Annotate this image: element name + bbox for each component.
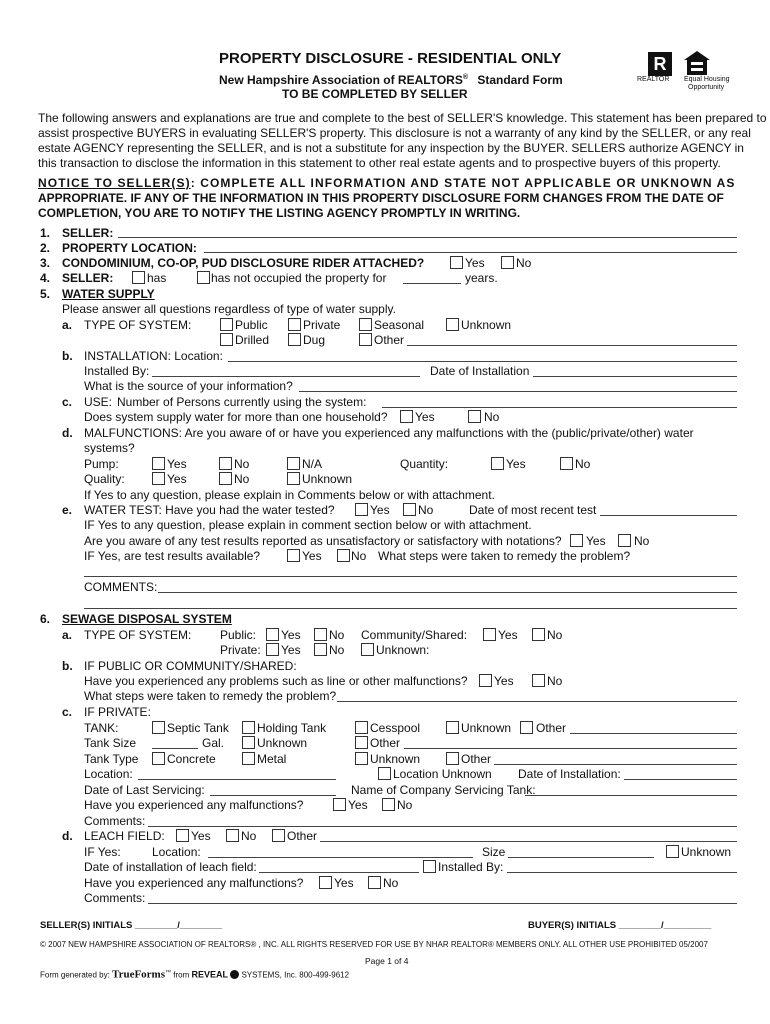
sewage-b-label: b.	[62, 659, 73, 673]
water-other-field[interactable]	[407, 345, 737, 346]
realtor-logo-letter: R	[653, 54, 667, 74]
tank-size-unknown-checkbox[interactable]	[242, 736, 255, 749]
water-test-label: WATER TEST: Have you had the water tested?	[84, 503, 335, 517]
sewage-public-yes-label: Yes	[281, 628, 301, 642]
explain-note: If Yes to any question, please explain in Comments below or with attachment.	[84, 488, 495, 502]
seller-occupancy-label: SELLER:	[62, 271, 114, 285]
water-drilled-checkbox[interactable]	[220, 333, 233, 346]
leach-other-checkbox[interactable]	[272, 829, 285, 842]
notice-label: NOTICE TO SELLER(S)	[38, 176, 191, 190]
date-of-installation-label: Date of Installation	[430, 364, 530, 378]
tank-size-label: Tank Size	[84, 736, 137, 750]
concrete-label: Concrete	[167, 752, 216, 766]
generated-label: Form generated by:	[40, 970, 110, 980]
results-no-label: No	[351, 549, 367, 563]
quality-unknown-label: Unknown	[302, 472, 353, 486]
leach-no-checkbox[interactable]	[226, 829, 239, 842]
installed-by-field[interactable]	[152, 376, 420, 377]
water-test-yes-label: Yes	[370, 503, 390, 517]
remedy-steps-field[interactable]	[84, 576, 737, 577]
leach-other-label: Other	[287, 829, 318, 843]
eho-label-2: Opportunity	[688, 84, 725, 91]
water-b-label: b.	[62, 349, 73, 363]
leach-unknown-checkbox[interactable]	[666, 845, 679, 858]
water-supply-heading: WATER SUPPLY	[62, 287, 155, 301]
water-dug-checkbox[interactable]	[288, 333, 301, 346]
tank-location-label: Location:	[84, 767, 133, 781]
tank-malf-no-checkbox[interactable]	[382, 798, 395, 811]
tank-location-field[interactable]	[138, 779, 336, 780]
condo-rider-label: CONDOMINIUM, CO-OP, PUD DISCLOSURE RIDER ATTACHED?	[62, 256, 425, 270]
sewage-public-no-label: No	[329, 628, 345, 642]
systems-label: systems?	[84, 441, 135, 455]
water-dug-label: Dug	[303, 333, 326, 347]
persons-label: Number of Persons currently using the system:	[117, 395, 367, 409]
installation-location-field[interactable]	[228, 361, 737, 362]
page-number: Page 1 of 4	[365, 956, 409, 966]
pump-na-checkbox[interactable]	[287, 457, 300, 470]
property-location-field[interactable]	[204, 252, 737, 253]
subtitle-org: New Hampshire Association of REALTORS	[219, 73, 463, 87]
tank-size-other-checkbox[interactable]	[355, 736, 368, 749]
condo-yes-label: Yes	[465, 256, 485, 270]
sewage-problems-no-label: No	[547, 674, 563, 688]
leach-comments-label: Comments:	[84, 891, 146, 905]
condo-no-checkbox[interactable]	[501, 256, 514, 269]
quality-no-label: No	[234, 472, 250, 486]
supply-more-label: Does system supply water for more than one household?	[84, 410, 388, 424]
explain-note-2: IF Yes to any question, please explain in comment section below or with attachment.	[84, 518, 532, 532]
water-instructions: Please answer all questions regardless of type of water supply.	[62, 302, 396, 316]
results-yes-checkbox[interactable]	[287, 549, 300, 562]
tank-size-field[interactable]	[152, 748, 198, 749]
sewage-problems-label: Have you experienced any problems such as line or other malfunctions?	[84, 674, 468, 688]
tank-other-label: Other	[536, 721, 567, 735]
realtor-label: REALTOR	[637, 76, 670, 83]
water-test-yes-checkbox[interactable]	[355, 503, 368, 516]
leach-location-field[interactable]	[208, 857, 473, 858]
tank-size-other-label: Other	[370, 736, 401, 750]
concrete-checkbox[interactable]	[152, 752, 165, 765]
has-checkbox[interactable]	[132, 271, 145, 284]
pump-yes-checkbox[interactable]	[152, 457, 165, 470]
supply-more-yes-checkbox[interactable]	[400, 410, 413, 423]
tank-date-install-field[interactable]	[624, 779, 737, 780]
water-seasonal-checkbox[interactable]	[359, 318, 372, 331]
tank-type-unknown-label: Unknown	[370, 752, 421, 766]
water-comments-label: COMMENTS:	[84, 580, 158, 594]
tank-malf-yes-checkbox[interactable]	[333, 798, 346, 811]
leach-unknown-label: Unknown	[681, 845, 732, 859]
cesspool-label: Cesspool	[370, 721, 421, 735]
tank-malf-no-label: No	[397, 798, 413, 812]
water-other-checkbox[interactable]	[359, 333, 372, 346]
holding-tank-checkbox[interactable]	[242, 721, 255, 734]
leach-yes-label: Yes	[191, 829, 211, 843]
water-comments-field-2[interactable]	[84, 608, 737, 609]
item-number-2: 2.	[40, 241, 51, 255]
water-d-label: d.	[62, 426, 73, 440]
has-not-checkbox[interactable]	[197, 271, 210, 284]
intro-line-4: this transaction to disclose the information in this statement to other real estate agents and to prospective buyers of this property.	[38, 156, 721, 170]
test-aware-yes-label: Yes	[586, 534, 606, 548]
test-aware-yes-checkbox[interactable]	[570, 534, 583, 547]
remedy-steps-label: What steps were taken to remedy the problem?	[378, 549, 631, 563]
trueforms-logo: TrueForms	[112, 968, 165, 981]
test-aware-no-checkbox[interactable]	[618, 534, 631, 547]
sewage-private-yes-checkbox[interactable]	[266, 643, 279, 656]
pump-no-checkbox[interactable]	[219, 457, 232, 470]
sewage-steps-field[interactable]	[337, 701, 737, 702]
equal-housing-icon	[683, 50, 711, 76]
malfunctions-label: MALFUNCTIONS: Are you aware of or have you experienced any malfunctions with the (public/private/other) water	[84, 426, 694, 440]
supply-more-no-checkbox[interactable]	[468, 410, 481, 423]
copyright-line: © 2007 NEW HAMPSHIRE ASSOCIATION OF REALTORS® , INC. ALL RIGHTS RESERVED FOR USE BY NHAR REALTOR® MEMBERS ONLY. ALL OTHER USE PROHIBITED 05/2007	[40, 940, 708, 949]
tank-type-other-field[interactable]	[494, 764, 737, 765]
last-servicing-label: Date of Last Servicing:	[84, 783, 205, 797]
pump-yes-label: Yes	[167, 457, 187, 471]
water-unknown-label: Unknown	[461, 318, 512, 332]
water-type-label: TYPE OF SYSTEM:	[84, 318, 192, 332]
results-no-checkbox[interactable]	[337, 549, 350, 562]
intro-line-3: estate AGENCY representing the SELLER, and is not a substitute for any inspection by the BUYER. SELLERS authorize AGENCY in	[38, 141, 744, 155]
last-servicing-field[interactable]	[210, 795, 336, 796]
sewage-problems-yes-checkbox[interactable]	[479, 674, 492, 687]
test-aware-no-label: No	[634, 534, 650, 548]
notice-line-2: APPROPRIATE. IF ANY OF THE INFORMATION IN THIS PROPERTY DISCLOSURE FORM CHANGES FROM THE DATE OF	[38, 191, 724, 205]
sewage-private-label: Private:	[220, 643, 261, 657]
leach-no-label: No	[241, 829, 257, 843]
tank-type-label: Tank Type	[84, 752, 139, 766]
recent-test-label: Date of most recent test	[469, 503, 597, 517]
leach-malf-yes-label: Yes	[334, 876, 354, 890]
item-number-3: 3.	[40, 256, 51, 270]
sewage-private-yes-label: Yes	[281, 643, 301, 657]
sewage-private-no-checkbox[interactable]	[314, 643, 327, 656]
seller-initials[interactable]: SELLER(S) INITIALS ________/________	[40, 920, 223, 931]
leach-field-label: LEACH FIELD:	[84, 829, 165, 843]
location-unknown-checkbox[interactable]	[378, 767, 391, 780]
seller-field[interactable]	[118, 237, 737, 238]
notice-line-3: COMPLETION, YOU ARE TO NOTIFY THE LISTING AGENCY PROMPTLY IN WRITING.	[38, 206, 521, 220]
leach-location-label: Location:	[152, 845, 201, 859]
sewage-problems-yes-label: Yes	[494, 674, 514, 688]
subtitle-reg: ®	[462, 74, 468, 81]
item-number-6: 6.	[40, 612, 51, 626]
water-c-label: c.	[62, 395, 73, 409]
systems-label: SYSTEMS, Inc. 800-499-9612	[241, 970, 350, 980]
water-a-label: a.	[62, 318, 73, 332]
eho-label: Equal Housing	[684, 76, 730, 83]
leach-malf-no-label: No	[383, 876, 399, 890]
leach-installed-by-label: Installed By:	[438, 860, 504, 874]
pump-label: Pump:	[84, 457, 119, 471]
water-comments-field[interactable]	[158, 592, 737, 593]
date-of-installation-field[interactable]	[533, 376, 737, 377]
community-shared-label: Community/Shared:	[361, 628, 468, 642]
water-e-label: e.	[62, 503, 73, 517]
water-private-label: Private	[303, 318, 341, 332]
notice-line-1-tail: : COMPLETE ALL INFORMATION AND STATE NOT APPLICABLE OR UNKNOWN AS	[190, 176, 736, 190]
septic-tank-checkbox[interactable]	[152, 721, 165, 734]
cesspool-checkbox[interactable]	[355, 721, 368, 734]
leach-other-field[interactable]	[320, 841, 737, 842]
intro-line-2: assist prospective BUYERS in evaluating SELLER'S property. This disclosure is not a warranty of any kind by the SELLER, or any real	[38, 126, 751, 140]
leach-date-field[interactable]	[259, 872, 419, 873]
sewage-d-label: d.	[62, 829, 73, 843]
page-title: PROPERTY DISCLOSURE - RESIDENTIAL ONLY	[219, 50, 562, 67]
water-private-checkbox[interactable]	[288, 318, 301, 331]
holding-tank-label: Holding Tank	[257, 721, 327, 735]
if-private-label: IF PRIVATE:	[84, 705, 151, 719]
water-unknown-checkbox[interactable]	[446, 318, 459, 331]
item-number-1: 1.	[40, 226, 51, 240]
sewage-type-label: TYPE OF SYSTEM:	[84, 628, 192, 642]
quality-yes-checkbox[interactable]	[152, 472, 165, 485]
reveal-icon	[230, 970, 239, 979]
tank-type-other-label: Other	[461, 752, 492, 766]
item-number-4: 4.	[40, 271, 51, 285]
tank-unknown-label: Unknown	[461, 721, 512, 735]
tank-other-field[interactable]	[570, 733, 737, 734]
seller-label: SELLER:	[62, 226, 114, 240]
supply-more-no-label: No	[484, 410, 500, 424]
realtor-logo	[648, 52, 672, 76]
quantity-yes-checkbox[interactable]	[491, 457, 504, 470]
leach-comments-field[interactable]	[148, 903, 737, 904]
installation-location-label: INSTALLATION: Location:	[84, 349, 223, 363]
sewage-public-no-checkbox[interactable]	[314, 628, 327, 641]
water-test-no-checkbox[interactable]	[403, 503, 416, 516]
quality-no-checkbox[interactable]	[219, 472, 232, 485]
info-source-label: What is the source of your information?	[84, 379, 293, 393]
sewage-private-no-label: No	[329, 643, 345, 657]
community-yes-checkbox[interactable]	[483, 628, 496, 641]
leach-installed-by-field[interactable]	[507, 872, 737, 873]
leach-date-label: Date of installation of leach field:	[84, 860, 257, 874]
community-no-label: No	[547, 628, 563, 642]
quality-unknown-checkbox[interactable]	[287, 472, 300, 485]
gal-label: Gal.	[202, 736, 225, 750]
tank-malf-yes-label: Yes	[348, 798, 368, 812]
tank-other-checkbox[interactable]	[520, 721, 533, 734]
reveal-logo: REVEAL	[191, 969, 228, 980]
leach-malf-yes-checkbox[interactable]	[319, 876, 332, 889]
supply-more-yes-label: Yes	[415, 410, 435, 424]
results-available-label: IF Yes, are test results available?	[84, 549, 261, 563]
intro-line-1: The following answers and explanations are true and complete to the best of SELLER'S knowledge. This statement has been prepared to	[38, 111, 767, 125]
quantity-no-checkbox[interactable]	[560, 457, 573, 470]
results-yes-label: Yes	[302, 549, 322, 563]
sewage-c-label: c.	[62, 705, 73, 719]
leach-malf-label: Have you experienced any malfunctions?	[84, 876, 304, 890]
septic-tank-label: Septic Tank	[167, 721, 229, 735]
info-source-field[interactable]	[299, 391, 737, 392]
recent-test-field[interactable]	[600, 515, 737, 516]
tank-size-unknown-label: Unknown	[257, 736, 308, 750]
leach-yes-checkbox[interactable]	[176, 829, 189, 842]
quantity-label: Quantity:	[400, 457, 449, 471]
persons-field[interactable]	[382, 407, 737, 408]
water-test-no-label: No	[418, 503, 434, 517]
sewage-a-label: a.	[62, 628, 73, 642]
location-unknown-label: Location Unknown	[393, 767, 492, 781]
condo-no-label: No	[516, 256, 532, 270]
if-public-label: IF PUBLIC OR COMMUNITY/SHARED:	[84, 659, 297, 673]
trueforms-tm: ™	[165, 970, 171, 976]
water-other-label: Other	[374, 333, 405, 347]
item-number-5: 5.	[40, 287, 51, 301]
community-yes-label: Yes	[498, 628, 518, 642]
from-label: from	[173, 970, 190, 980]
has-label: has	[147, 271, 167, 285]
leach-ifyes-label: IF Yes:	[84, 845, 121, 859]
use-label: USE:	[84, 395, 113, 409]
has-not-label: has not occupied the property for	[211, 271, 387, 285]
tank-comments-field[interactable]	[148, 826, 737, 827]
property-location-label: PROPERTY LOCATION:	[62, 241, 197, 255]
notice-line-1	[38, 176, 736, 190]
tank-size-other-field[interactable]	[404, 748, 737, 749]
leach-malf-no-checkbox[interactable]	[368, 876, 381, 889]
water-seasonal-label: Seasonal	[374, 318, 425, 332]
tank-unknown-checkbox[interactable]	[446, 721, 459, 734]
installed-by-label: Installed By:	[84, 364, 150, 378]
sewage-problems-no-checkbox[interactable]	[532, 674, 545, 687]
tank-malfunctions-label: Have you experienced any malfunctions?	[84, 798, 304, 812]
sewage-unknown-checkbox[interactable]	[361, 643, 374, 656]
tank-date-install-label: Date of Installation:	[518, 767, 621, 781]
pump-na-label: N/A	[302, 457, 323, 471]
quantity-no-label: No	[575, 457, 591, 471]
leach-size-field[interactable]	[508, 857, 654, 858]
sewage-unknown-label: Unknown:	[376, 643, 430, 657]
form-subtitle	[219, 71, 563, 87]
form-generated-line	[40, 966, 349, 983]
years-label: years.	[465, 271, 498, 285]
water-public-checkbox[interactable]	[220, 318, 233, 331]
years-field[interactable]	[403, 283, 461, 284]
leach-size-label: Size	[482, 845, 506, 859]
buyer-initials[interactable]: BUYER(S) INITIALS ________/_________	[528, 920, 712, 931]
condo-yes-checkbox[interactable]	[450, 256, 463, 269]
quality-label: Quality:	[84, 472, 125, 486]
form-subtitle-2: TO BE COMPLETED BY SELLER	[282, 87, 468, 101]
pump-no-label: No	[234, 457, 250, 471]
tank-type-other-checkbox[interactable]	[446, 752, 459, 765]
servicing-company-label: Name of Company Servicing Tank:	[351, 783, 536, 797]
sewage-steps-label: What steps were taken to remedy the problem?	[84, 689, 337, 703]
metal-checkbox[interactable]	[242, 752, 255, 765]
quantity-yes-label: Yes	[506, 457, 526, 471]
metal-label: Metal	[257, 752, 287, 766]
community-no-checkbox[interactable]	[532, 628, 545, 641]
tank-type-unknown-checkbox[interactable]	[355, 752, 368, 765]
subtitle-tail: Standard Form	[477, 73, 563, 87]
servicing-company-field[interactable]	[525, 795, 737, 796]
sewage-public-label: Public:	[220, 628, 257, 642]
tank-label: TANK:	[84, 721, 119, 735]
sewage-heading: SEWAGE DISPOSAL SYSTEM	[62, 612, 232, 626]
water-drilled-label: Drilled	[235, 333, 270, 347]
water-public-label: Public	[235, 318, 268, 332]
test-results-aware-label: Are you aware of any test results reported as unsatisfactory or satisfactory with notations?	[84, 534, 562, 548]
leach-installed-by-checkbox[interactable]	[423, 860, 436, 873]
sewage-public-yes-checkbox[interactable]	[266, 628, 279, 641]
quality-yes-label: Yes	[167, 472, 187, 486]
tank-comments-label: Comments:	[84, 814, 146, 828]
